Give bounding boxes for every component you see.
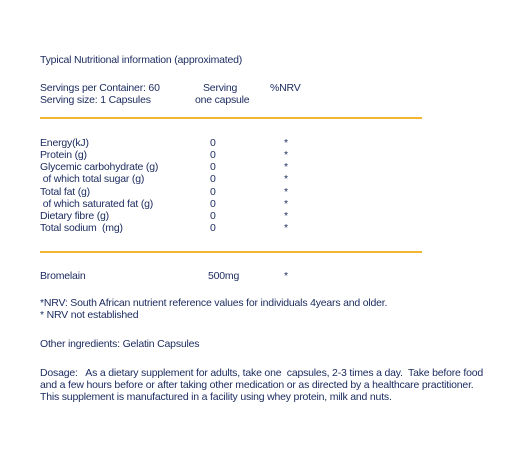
servings-per-container: Servings per Container: 60 — [40, 82, 160, 94]
nutrient-nrv: * — [284, 210, 288, 222]
nrv-not-established-note: * NRV not established — [40, 309, 139, 321]
nrv-footnote: *NRV: South African nutrient reference values for individuals 4years and older. — [40, 297, 388, 309]
divider-top — [40, 117, 422, 119]
dosage-line-1: Dosage: As a dietary supplement for adults, take one capsules, 2-3 times a day. Take before food — [40, 367, 484, 379]
divider-bottom — [40, 251, 422, 253]
nutrient-label: Dietary fibre (g) — [40, 210, 109, 222]
column-header-serving: Serving — [203, 82, 238, 94]
nutrient-value: 0 — [210, 222, 216, 234]
dosage-line-2: and a few hours before or after taking other medication or as directed by a healthcare practitioner. — [40, 379, 474, 391]
column-header-serving-unit: one capsule — [195, 94, 250, 106]
nutrient-value: 0 — [210, 198, 216, 210]
nutrient-nrv: * — [284, 149, 288, 161]
nutrient-value: 0 — [210, 149, 216, 161]
nutrient-nrv: * — [284, 222, 288, 234]
nutrient-label: Energy(kJ) — [40, 137, 89, 149]
nutrient-value: 0 — [210, 161, 216, 173]
nutrient-value: 0 — [210, 137, 216, 149]
serving-size: Serving size: 1 Capsules — [40, 94, 151, 106]
nutrient-value: 0 — [210, 173, 216, 185]
column-header-nrv: %NRV — [270, 82, 301, 94]
nutrient-label: Glycemic carbohydrate (g) — [40, 161, 159, 173]
bromelain-label: Bromelain — [40, 270, 86, 282]
bromelain-nrv: * — [284, 270, 288, 282]
nutrient-label: Total sodium (mg) — [40, 222, 123, 234]
nutrient-label: of which total sugar (g) — [40, 173, 145, 185]
nutrient-value: 0 — [210, 186, 216, 198]
other-ingredients: Other ingredients: Gelatin Capsules — [40, 338, 200, 350]
nutrient-label: Total fat (g) — [40, 186, 90, 198]
nutrient-nrv: * — [284, 173, 288, 185]
nutrient-nrv: * — [284, 198, 288, 210]
nutrient-nrv: * — [284, 137, 288, 149]
bromelain-value: 500mg — [208, 270, 240, 282]
dosage-line-3: This supplement is manufactured in a facility using whey protein, milk and nuts. — [40, 391, 392, 403]
nutrient-value: 0 — [210, 210, 216, 222]
nutrient-nrv: * — [284, 186, 288, 198]
panel-title: Typical Nutritional information (approximated) — [40, 54, 243, 66]
nutrient-label: Protein (g) — [40, 149, 87, 161]
nutrient-nrv: * — [284, 161, 288, 173]
nutrient-label: of which saturated fat (g) — [40, 198, 154, 210]
